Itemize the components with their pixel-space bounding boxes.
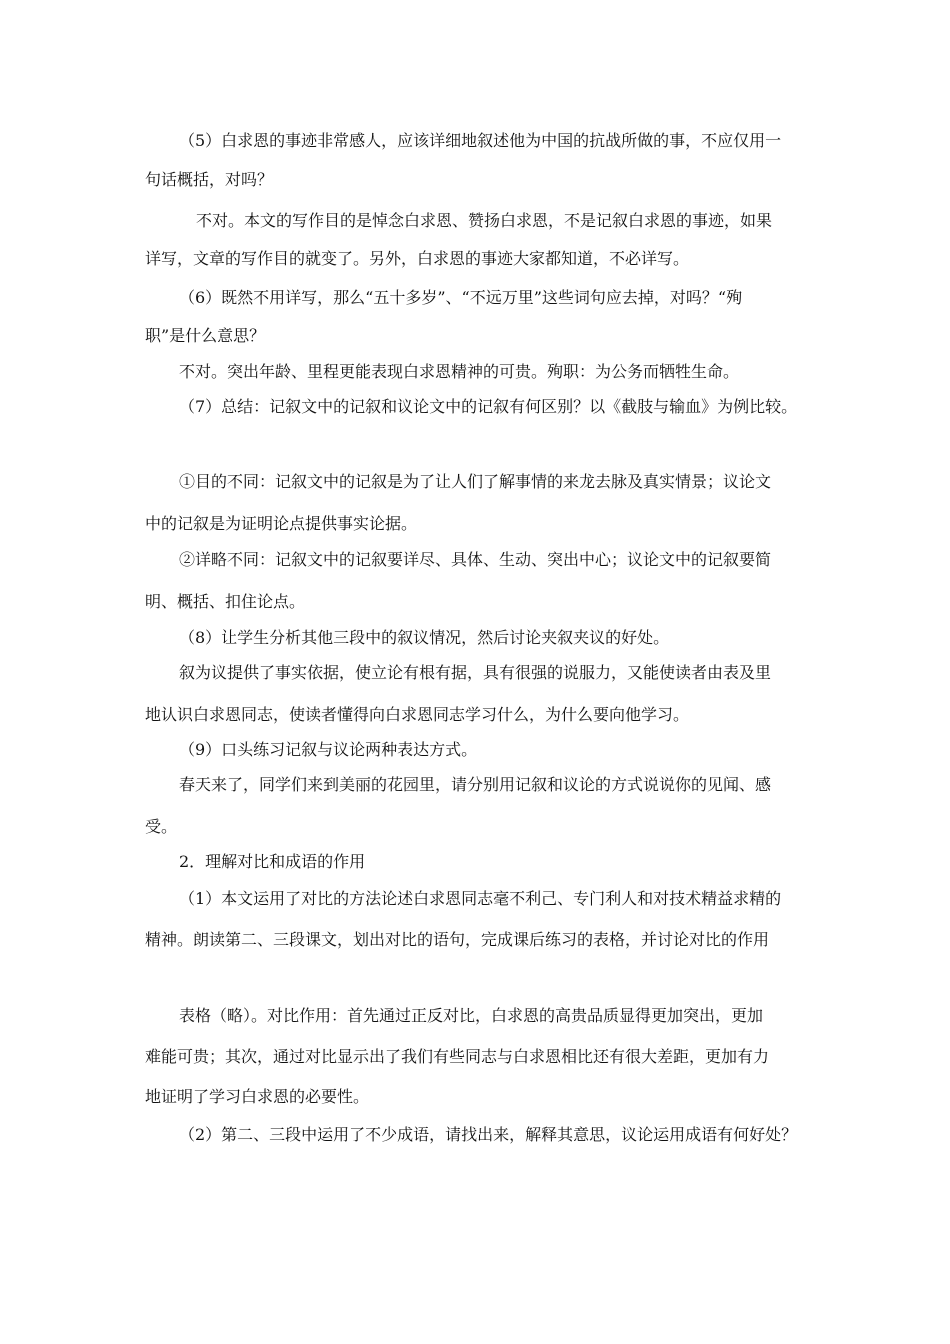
text-line: 受。 <box>145 817 178 836</box>
text-line: 中的记叙是为证明论点提供事实论据。 <box>145 514 418 533</box>
text-line: （8）让学生分析其他三段中的叙议情况，然后讨论夹叙夹议的好处。 <box>179 628 670 647</box>
text-line: 明、概括、扣住论点。 <box>145 592 306 611</box>
text-line: 不对。突出年龄、里程更能表现白求恩精神的可贵。殉职：为公务而牺牲生命。 <box>179 362 740 381</box>
text-line: （5）白求恩的事迹非常感人，应该详细地叙述他为中国的抗战所做的事，不应仅用一 <box>179 131 782 150</box>
text-line: 叙为议提供了事实依据，使立论有根有据，具有很强的说服力，又能使读者由表及里 <box>179 663 772 682</box>
text-line: 句话概括，对吗？ <box>145 170 274 189</box>
text-line: ②详略不同：记叙文中的记叙要详尽、具体、生动、突出中心；议论文中的记叙要简 <box>179 550 772 569</box>
text-line: 详写，文章的写作目的就变了。另外，白求恩的事迹大家都知道，不必详写。 <box>145 249 690 268</box>
text-line: （7）总结：记叙文中的记叙和议论文中的记叙有何区别？以《截肢与输血》为例比较。 <box>179 397 798 416</box>
text-line: （2）第二、三段中运用了不少成语，请找出来，解释其意思，议论运用成语有何好处？ <box>179 1125 798 1144</box>
text-line: 精神。朗读第二、三段课文，划出对比的语句，完成课后练习的表格，并讨论对比的作用 <box>145 930 770 949</box>
section-heading: 2．理解对比和成语的作用 <box>179 852 366 871</box>
text-line: ①目的不同：记叙文中的记叙是为了让人们了解事情的来龙去脉及真实情景；议论文 <box>179 472 772 491</box>
text-line: 表格（略）。对比作用：首先通过正反对比，白求恩的高贵品质显得更加突出，更加 <box>179 1006 764 1025</box>
text-line: 不对。本文的写作目的是悼念白求恩、赞扬白求恩，不是记叙白求恩的事迹，如果 <box>196 211 773 230</box>
text-line: 春天来了，同学们来到美丽的花园里，请分别用记叙和议论的方式说说你的见闻、感 <box>179 775 772 794</box>
text-line: 地认识白求恩同志，使读者懂得向白求恩同志学习什么，为什么要向他学习。 <box>145 705 690 724</box>
text-line: 地证明了学习白求恩的必要性。 <box>145 1087 370 1106</box>
text-line: 难能可贵；其次，通过对比显示出了我们有些同志与白求恩相比还有很大差距，更加有力 <box>145 1047 770 1066</box>
text-line: 职”是什么意思？ <box>145 326 266 345</box>
text-line: （9）口头练习记叙与议论两种表达方式。 <box>179 740 478 759</box>
text-line: （6）既然不用详写，那么“五十多岁”、“不远万里”这些词句应去掉，对吗？“殉 <box>179 288 743 307</box>
text-line: （1）本文运用了对比的方法论述白求恩同志毫不利己、专门利人和对技术精益求精的 <box>179 889 782 908</box>
